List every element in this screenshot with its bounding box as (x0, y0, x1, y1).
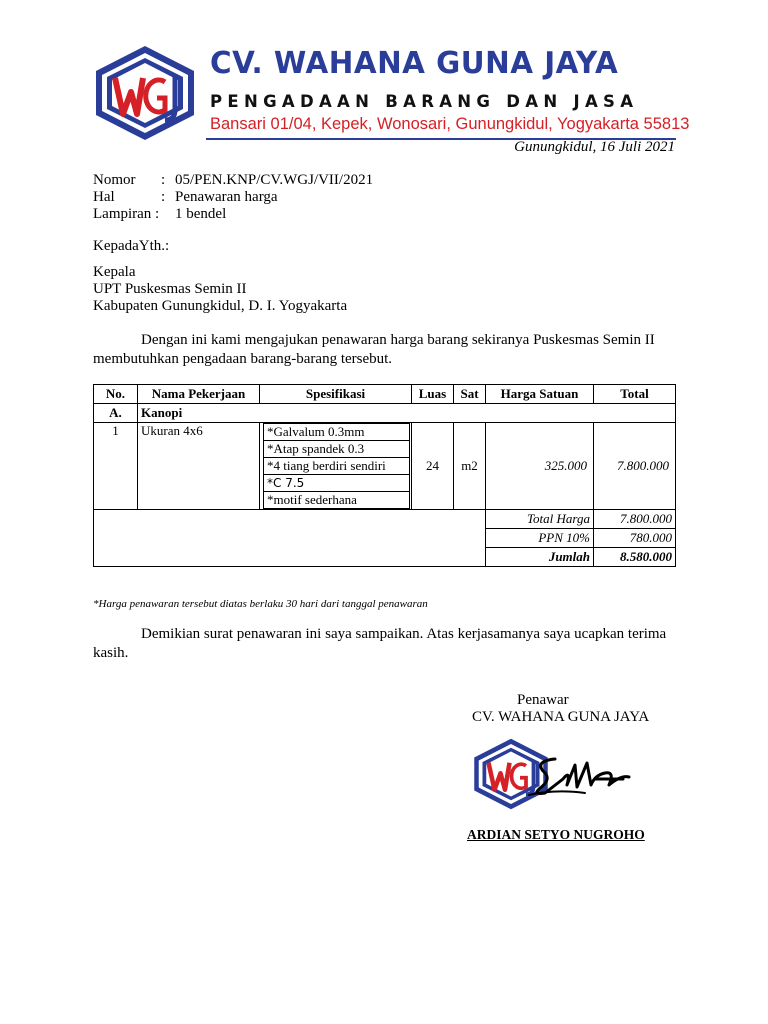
spec-item: *Galvalum 0.3mm (264, 424, 410, 441)
meta-row-nomor (93, 172, 373, 189)
summary-value: 7.800.000 (594, 510, 676, 529)
signer-company: CV. WAHANA GUNA JAYA (472, 709, 650, 725)
summary-label: Jumlah (486, 548, 594, 567)
meta-value: 1 bendel (175, 206, 227, 222)
item-total: 7.800.000 (594, 423, 676, 510)
meta-row-hal (93, 189, 373, 206)
section-no: A. (94, 404, 138, 423)
item-specs (260, 423, 412, 510)
spec-list (263, 423, 410, 509)
item-harga-satuan: 325.000 (486, 423, 594, 510)
intro-paragraph: Dengan ini kami mengajukan penawaran harga barang sekiranya Puskesmas Semin II membutuhkan pengadaan barang-barang tersebut. (93, 332, 655, 367)
section-name: Kanopi (138, 404, 676, 423)
meta-colon: : (161, 172, 166, 188)
header-nama-pekerjaan: Nama Pekerjaan (138, 385, 260, 404)
item-no: 1 (94, 423, 138, 510)
summary-value: 8.580.000 (594, 548, 676, 567)
summary-label: PPN 10% (486, 529, 594, 548)
closing-paragraph: Demikian surat penawaran ini saya sampaikan. Atas kerjasamanya saya ucapkan terima kasih. (93, 626, 667, 661)
signer-title: Penawar (517, 692, 569, 708)
spec-item: *motif sederhana (264, 492, 410, 509)
meta-row-lampiran (93, 206, 373, 223)
company-address: Bansari 01/04, Kepek, Wonosari, Gunungkidul, Yogyakarta 55813 (210, 115, 690, 133)
company-name: CV. WAHANA GUNA JAYA (210, 46, 619, 81)
header-luas: Luas (412, 385, 454, 404)
spec-item: *4 tiang berdiri sendiri (264, 458, 410, 475)
table-header-row (94, 385, 676, 404)
meta-value: 05/PEN.KNP/CV.WGJ/VII/2021 (175, 172, 374, 188)
recipient-block (93, 264, 347, 315)
offer-table (93, 384, 676, 567)
handwritten-signature-icon (525, 745, 640, 805)
item-name: Ukuran 4x6 (138, 423, 260, 510)
meta-label: Hal (93, 189, 115, 205)
header-total: Total (594, 385, 676, 404)
recipient-line: Kabupaten Gunungkidul, D. I. Yogyakarta (93, 298, 348, 314)
meta-value: Penawaran harga (175, 189, 278, 205)
meta-label: Nomor (93, 172, 136, 188)
spec-item: *C 7.5 (264, 475, 410, 492)
letter-meta (93, 172, 373, 223)
summary-blank (94, 510, 486, 567)
header-sat: Sat (454, 385, 486, 404)
meta-label: Lampiran : (93, 206, 160, 222)
salutation: KepadaYth.: (93, 238, 170, 254)
header-spesifikasi: Spesifikasi (260, 385, 412, 404)
item-luas: 24 (412, 423, 454, 510)
meta-colon: : (161, 189, 166, 205)
summary-label: Total Harga (486, 510, 594, 529)
recipient-line: Kepala (93, 264, 136, 280)
summary-row-total-harga (94, 510, 676, 529)
item-row (94, 423, 676, 510)
letter-date: Gunungkidul, 16 Juli 2021 (514, 139, 675, 155)
item-sat: m2 (454, 423, 486, 510)
header-harga-satuan: Harga Satuan (486, 385, 594, 404)
recipient-line: UPT Puskesmas Semin II (93, 281, 247, 297)
summary-value: 780.000 (594, 529, 676, 548)
signer-name: ARDIAN SETYO NUGROHO (467, 827, 645, 842)
validity-note: *Harga penawaran tersebut diatas berlaku 30 hari dari tanggal penawaran (93, 598, 428, 610)
spec-item: *Atap spandek 0.3 (264, 441, 410, 458)
section-row (94, 404, 676, 423)
company-tagline: PENGADAAN BARANG DAN JASA (210, 92, 639, 111)
company-logo-icon (93, 44, 197, 142)
header-no: No. (94, 385, 138, 404)
